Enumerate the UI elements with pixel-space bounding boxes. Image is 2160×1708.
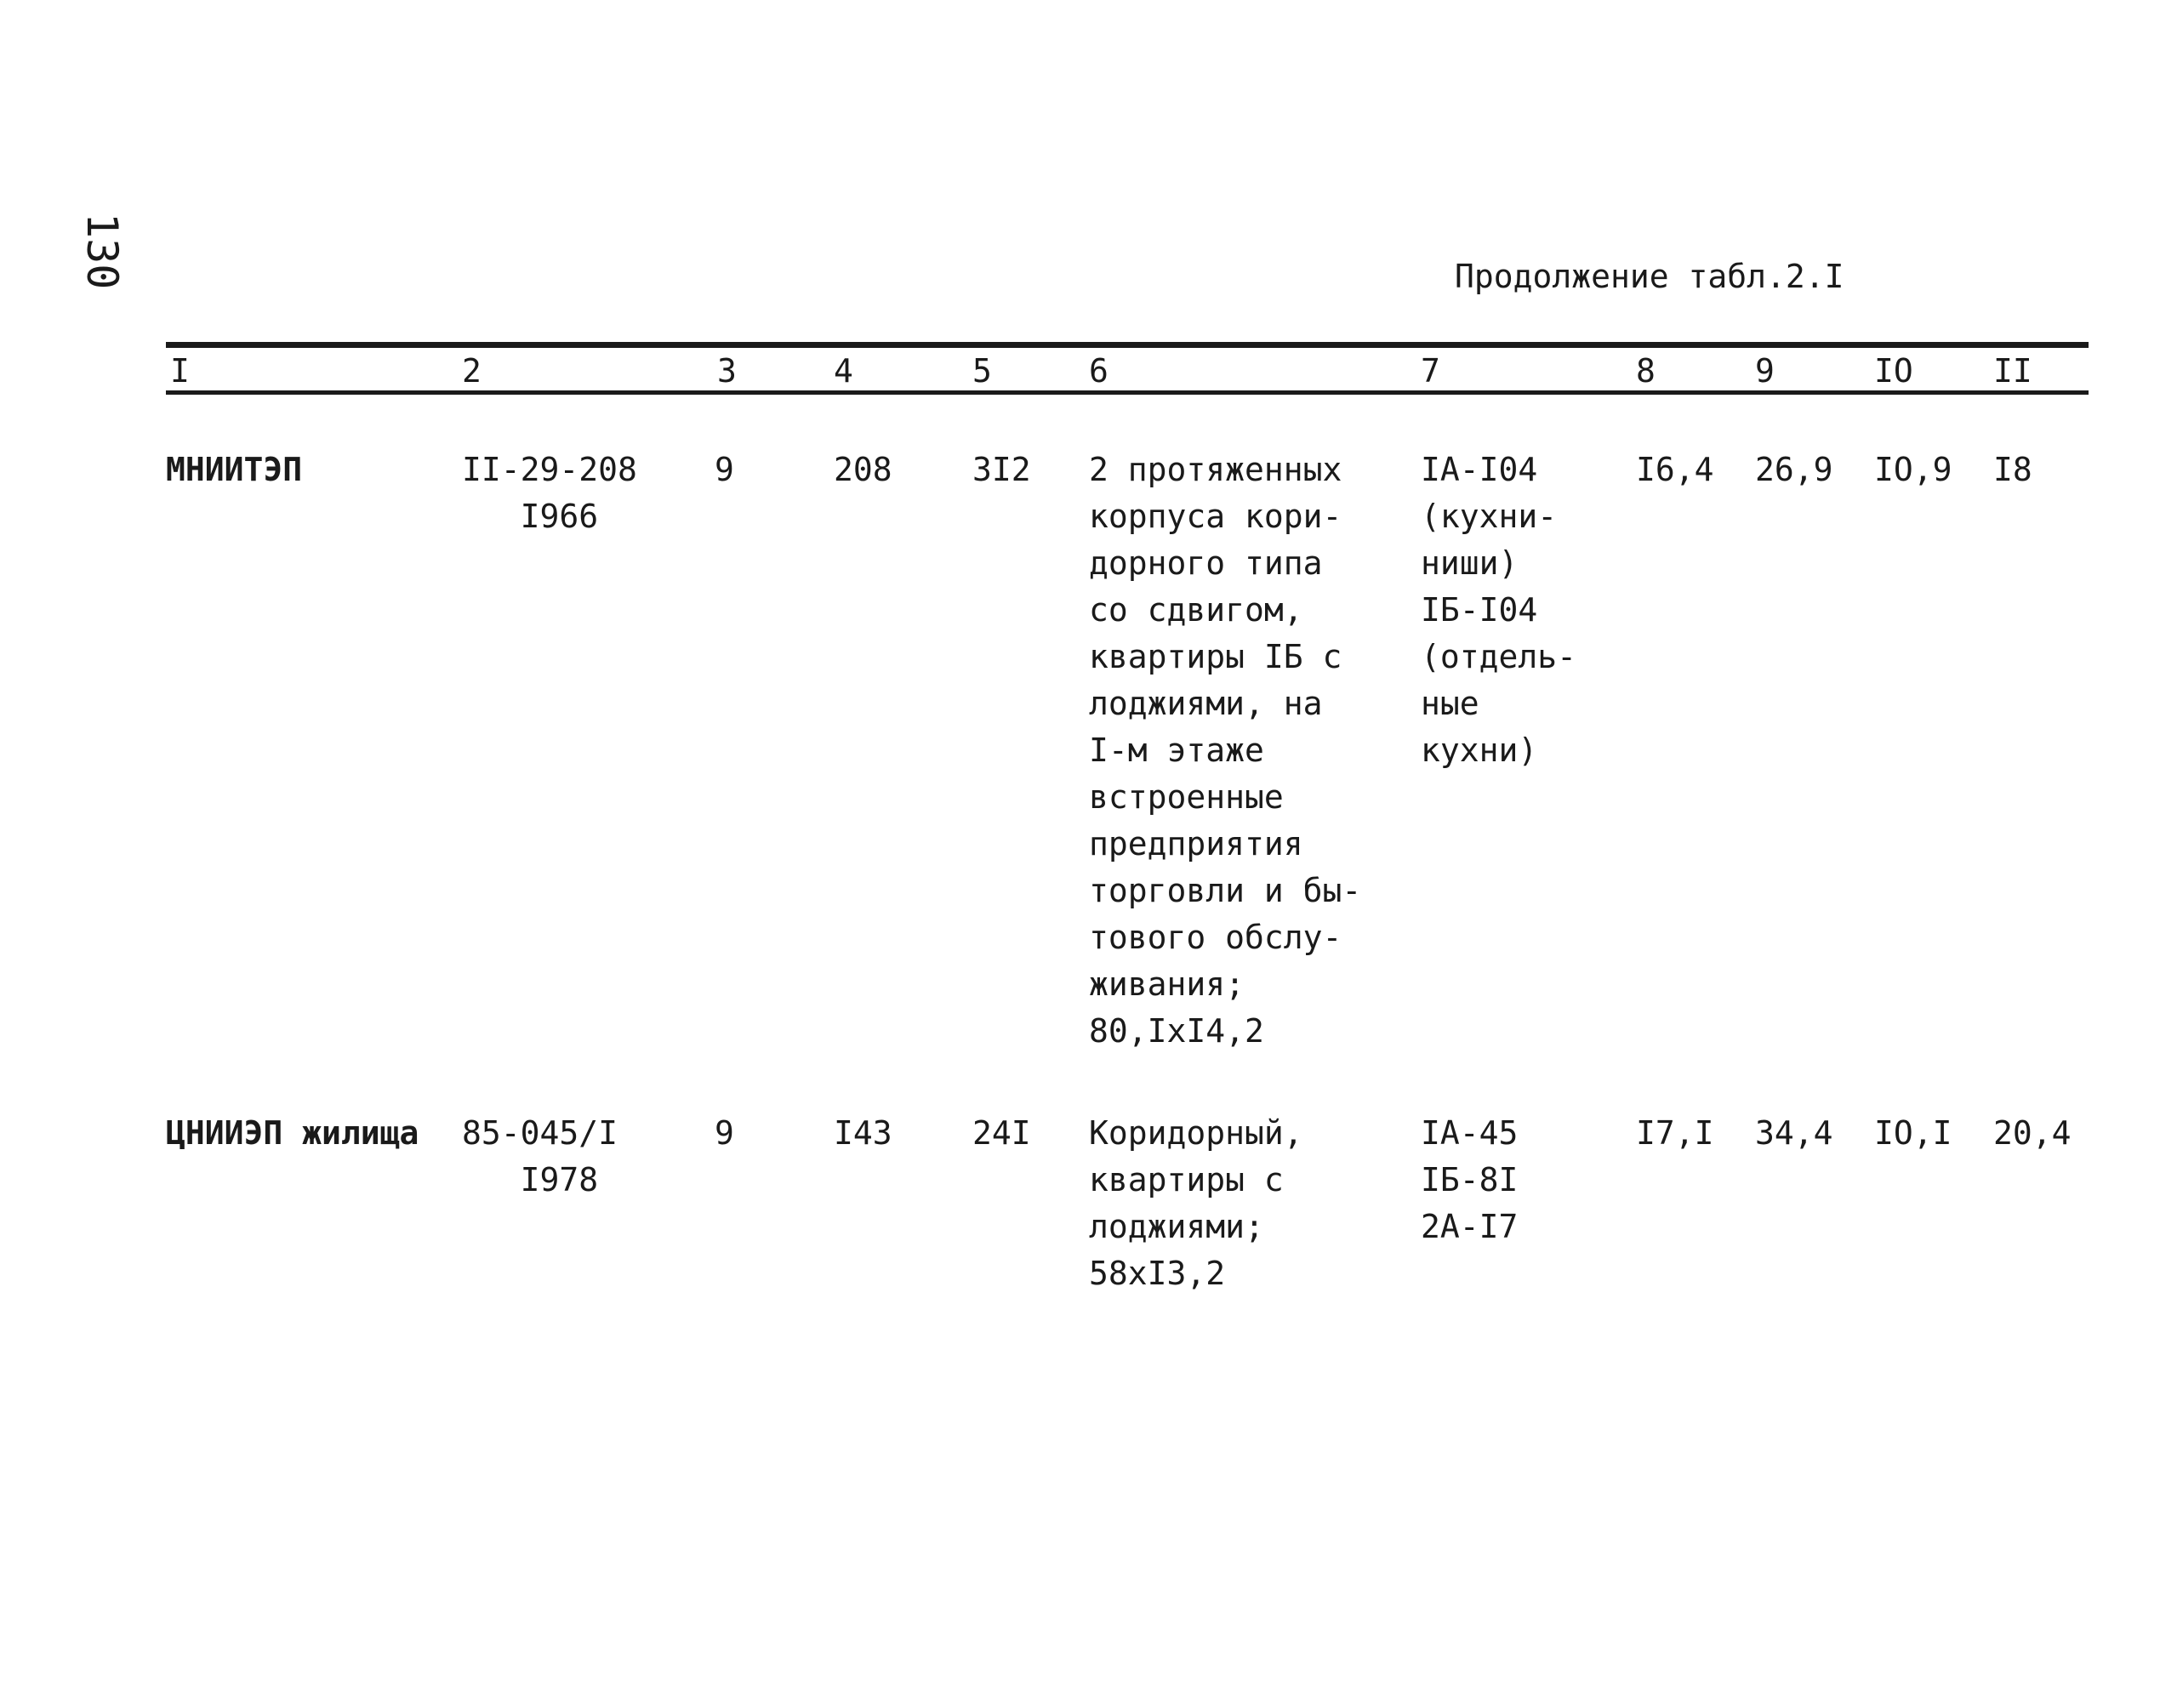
row-1-organization: МНИИТЭП: [166, 451, 303, 488]
column-header-1: I: [170, 352, 190, 390]
row-2-col3: 9: [715, 1114, 734, 1152]
row-1-col10: IO,9: [1874, 451, 1952, 488]
column-header-5: 5: [972, 352, 992, 390]
row-2-col5: 24I: [972, 1114, 1031, 1152]
table-top-rule: [166, 342, 2089, 348]
column-header-2: 2: [462, 352, 482, 390]
row-2-project: 85-045/I I978: [462, 1114, 618, 1198]
row-1-project: II-29-208 I966: [462, 451, 637, 535]
row-2-description: Коридорный, квартиры с лоджиями; 58xI3,2: [1089, 1114, 1303, 1292]
column-header-6: 6: [1089, 352, 1108, 390]
table-header-rule: [166, 390, 2089, 395]
row-2-organization: ЦНИИЭП жилища: [166, 1114, 419, 1152]
row-2-col8: I7,I: [1636, 1114, 1714, 1152]
row-1-description: 2 протяженных корпуса кори- дорного типа со сдвигом, квартиры IБ с лоджиями, на I-м этаже встроенные предприятия торговли и бы- тового обслу- живания; 80,IxI4,2: [1089, 451, 1362, 1050]
row-2-col4: I43: [834, 1114, 892, 1152]
row-1-col9: 26,9: [1755, 451, 1833, 488]
row-1-col3: 9: [715, 451, 734, 488]
column-header-10: IO: [1874, 352, 1913, 390]
column-header-8: 8: [1636, 352, 1656, 390]
row-1-apartments: IA-I04 (кухни- ниши) IБ-I04 (отдель- ные кухни): [1421, 451, 1577, 769]
column-header-11: II: [1993, 352, 2032, 390]
row-2-apartments: IA-45 IБ-8I 2A-I7: [1421, 1114, 1519, 1245]
row-2-col9: 34,4: [1755, 1114, 1833, 1152]
row-2-col11: 20,4: [1993, 1114, 2072, 1152]
column-header-7: 7: [1421, 352, 1440, 390]
column-header-3: 3: [717, 352, 737, 390]
table-caption: Продолжение табл.2.I: [1455, 258, 1844, 295]
row-1-col11: I8: [1993, 451, 2032, 488]
page-number: 130: [77, 213, 127, 290]
row-2-col10: IO,I: [1874, 1114, 1952, 1152]
column-header-4: 4: [834, 352, 853, 390]
column-header-9: 9: [1755, 352, 1775, 390]
row-1-col5: 3I2: [972, 451, 1031, 488]
row-1-col8: I6,4: [1636, 451, 1714, 488]
row-1-col4: 208: [834, 451, 892, 488]
